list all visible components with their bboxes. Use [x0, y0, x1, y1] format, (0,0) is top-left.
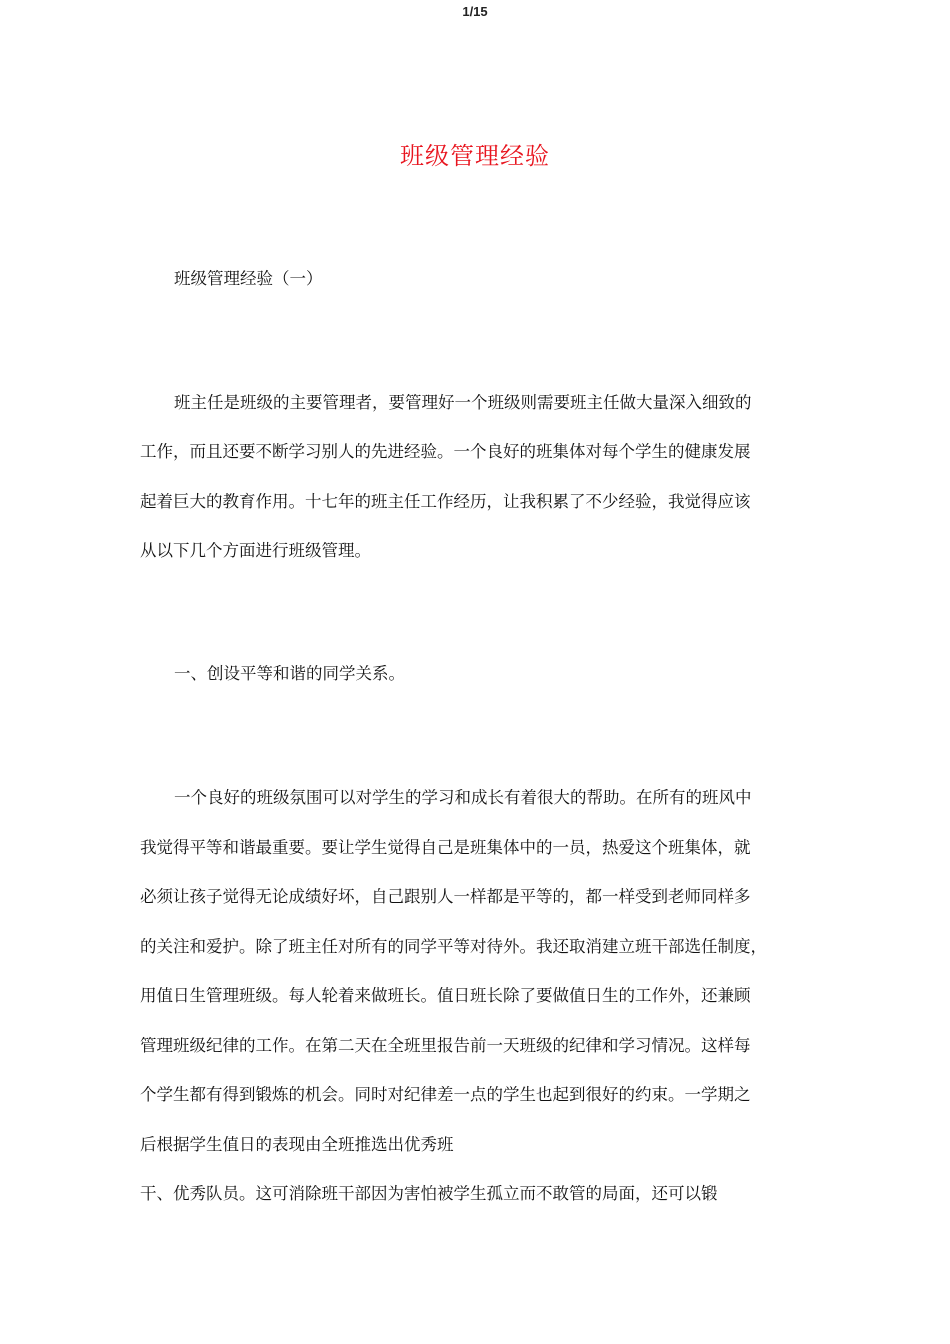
- document-title: 班级管理经验: [400, 142, 550, 170]
- section-subtitle: 班级管理经验（一）: [174, 269, 323, 288]
- paragraph-line: 干、优秀队员。这可消除班干部因为害怕被学生孤立而不敢管的局面，还可以锻: [140, 1184, 718, 1203]
- paragraph-line: 个学生都有得到锻炼的机会。同时对纪律差一点的学生也起到很好的约束。一学期之: [140, 1085, 751, 1104]
- paragraph-line: 管理班级纪律的工作。在第二天在全班里报告前一天班级的纪律和学习情况。这样每: [140, 1036, 751, 1055]
- paragraph-line: 起着巨大的教育作用。十七年的班主任工作经历，让我积累了不少经验，我觉得应该: [140, 492, 751, 511]
- section-heading: 一、创设平等和谐的同学关系。: [174, 664, 405, 683]
- paragraph-line: 工作，而且还要不断学习别人的先进经验。一个良好的班集体对每个学生的健康发展: [140, 442, 751, 461]
- page-number: 1/15: [462, 4, 488, 19]
- paragraph-line: 从以下几个方面进行班级管理。: [140, 541, 371, 560]
- paragraph-line: 一个良好的班级氛围可以对学生的学习和成长有着很大的帮助。在所有的班风中: [174, 788, 752, 807]
- paragraph-line: 后根据学生值日的表现由全班推选出优秀班: [140, 1135, 454, 1154]
- paragraph-line: 用值日生管理班级。每人轮着来做班长。值日班长除了要做值日生的工作外，还兼顾: [140, 986, 751, 1005]
- paragraph-line: 的关注和爱护。除了班主任对所有的同学平等对待外。我还取消建立班干部选任制度，: [140, 937, 767, 956]
- paragraph-line: 必须让孩子觉得无论成绩好坏，自己跟别人一样都是平等的，都一样受到老师同样多: [140, 887, 751, 906]
- paragraph-line: 我觉得平等和谐最重要。要让学生觉得自己是班集体中的一员，热爱这个班集体，就: [140, 838, 751, 857]
- paragraph-line: 班主任是班级的主要管理者，要管理好一个班级则需要班主任做大量深入细致的: [174, 393, 752, 412]
